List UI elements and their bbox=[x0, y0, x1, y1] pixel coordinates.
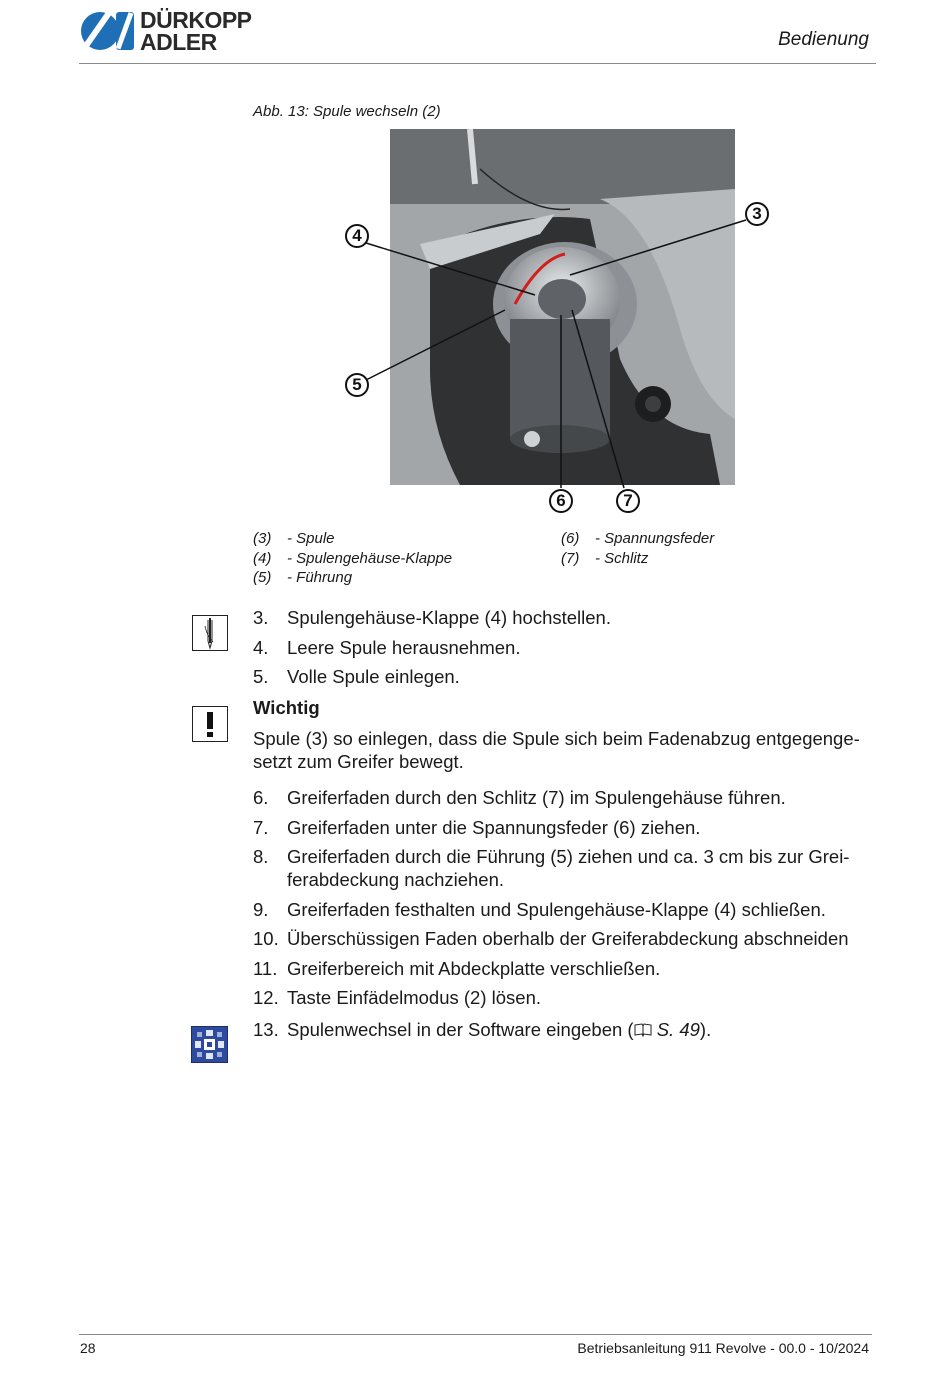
figure-caption: Abb. 13: Spule wechseln (2) bbox=[253, 103, 441, 120]
legend-left bbox=[253, 529, 452, 588]
header-divider bbox=[79, 63, 876, 64]
legend-right bbox=[561, 529, 714, 568]
legend-item: (6) - Spannungsfeder bbox=[561, 530, 715, 547]
step-item: 7. Greiferfaden unter die Spannungsfeder (6) ziehen. bbox=[253, 817, 701, 838]
logo-mark-icon bbox=[80, 8, 136, 54]
important-text: Spule (3) so einlegen, dass die Spule sich beim Fadenabzug entgegenge-setzt zum Greifer bewegt. bbox=[253, 728, 860, 772]
step-item: 5. Volle Spule einlegen. bbox=[253, 666, 460, 687]
step-item: 8. Greiferfaden durch die Führung (5) ziehen und ca. 3 cm bis zur Grei-ferabdeckung nachziehen. bbox=[253, 846, 850, 890]
footer-divider bbox=[79, 1334, 872, 1335]
legend-item: (4) - Spulengehäuse-Klappe bbox=[253, 549, 453, 567]
document-title: Betriebsanleitung 911 Revolve - 00.0 - 10/2024 bbox=[577, 1340, 869, 1356]
header-section-title: Bedienung bbox=[778, 29, 869, 50]
step-item: 3. Spulengehäuse-Klappe (4) hochstellen. bbox=[253, 607, 611, 628]
bobbin-photo bbox=[390, 129, 735, 485]
callout-3: 3 bbox=[745, 202, 769, 226]
step-item: 11. Greiferbereich mit Abdeckplatte verschließen. bbox=[253, 958, 661, 979]
callout-7: 7 bbox=[616, 489, 640, 513]
step-item: 10. Überschüssigen Faden oberhalb der Greiferabdeckung abschneiden bbox=[253, 928, 849, 949]
step-item: 6. Greiferfaden durch den Schlitz (7) im Spulengehäuse führen. bbox=[253, 787, 786, 808]
needle-icon bbox=[192, 615, 228, 651]
book-reference-icon bbox=[634, 1023, 652, 1037]
legend-item: (3) - Spule bbox=[253, 530, 335, 547]
step-item: 9. Greiferfaden festhalten und Spulengehäuse-Klappe (4) schließen. bbox=[253, 899, 826, 920]
legend-item: (7) - Schlitz bbox=[561, 549, 649, 567]
callout-5: 5 bbox=[345, 373, 369, 397]
legend-item: (5) - Führung bbox=[253, 569, 353, 586]
important-title: Wichtig bbox=[253, 697, 320, 718]
page-number: 28 bbox=[80, 1340, 96, 1356]
step-item: 13. Spulenwechsel in der Software eingeben ( S. 49). bbox=[253, 1019, 712, 1040]
brand-line-1: DÜRKOPP bbox=[140, 7, 252, 33]
brand-logo bbox=[80, 8, 270, 56]
brand-line-2: ADLER bbox=[140, 29, 217, 55]
important-exclamation-icon bbox=[192, 706, 228, 742]
step-item: 4. Leere Spule herausnehmen. bbox=[253, 637, 521, 658]
callout-6: 6 bbox=[549, 489, 573, 513]
software-control-icon bbox=[191, 1026, 228, 1063]
step-item: 12. Taste Einfädelmodus (2) lösen. bbox=[253, 987, 541, 1008]
page-reference-link[interactable]: S. 49 bbox=[656, 1019, 700, 1040]
callout-4: 4 bbox=[345, 224, 369, 248]
